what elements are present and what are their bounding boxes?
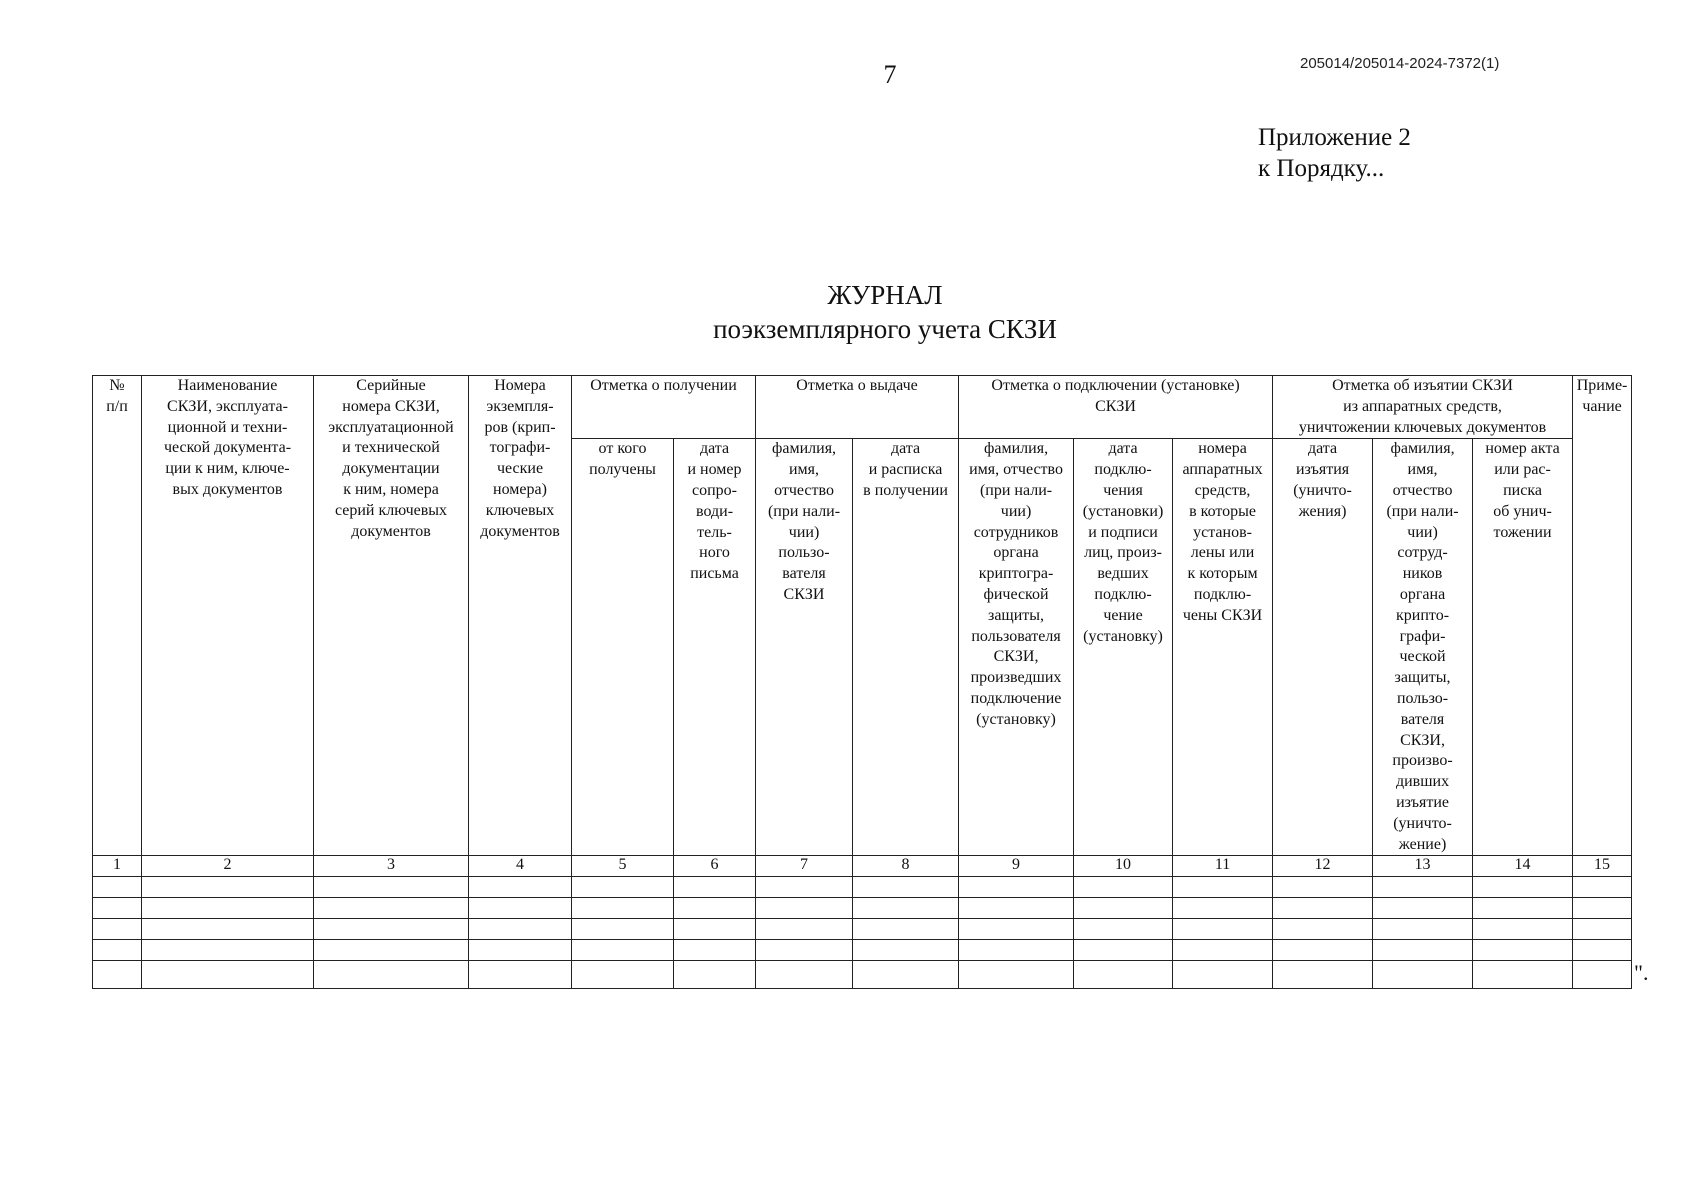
table-cell <box>572 961 674 989</box>
table-cell <box>1573 877 1632 898</box>
table-cell <box>1373 877 1473 898</box>
header-withdrawer-name: фамилия, имя, отчество (при нали- чии) сотруд- ников органа крипто- графи- ческой защиты, пользо- вателя СКЗИ, произво- дивших изъятие (уничто- жение) <box>1373 439 1473 856</box>
table-cell <box>1473 877 1573 898</box>
header-group-receipt: Отметка о получении <box>572 376 756 439</box>
header-installer-name: фамилия, имя, отчество (при нали- чии) сотрудников органа криптогра- фической защиты, пользователя СКЗИ, произведших подключение (установку) <box>959 439 1074 856</box>
header-group-connection: Отметка о подключении (установке) СКЗИ <box>959 376 1273 439</box>
column-number: 8 <box>853 856 959 877</box>
table-cell <box>572 898 674 919</box>
table-cell <box>572 940 674 961</box>
table-cell <box>1573 940 1632 961</box>
table-cell <box>853 919 959 940</box>
table-cell <box>572 919 674 940</box>
table-cell <box>93 919 142 940</box>
table-cell <box>674 961 756 989</box>
column-number: 5 <box>572 856 674 877</box>
header-installation-date: дата подклю- чения (установки) и подписи лиц, произ- ведших подклю- чение (установку) <box>1074 439 1173 856</box>
table-cell <box>1373 961 1473 989</box>
header-hardware-numbers: номера аппаратных средств, в которые установ- лены или к которым подклю- чены СКЗИ <box>1173 439 1273 856</box>
table-cell <box>572 877 674 898</box>
table-cell <box>853 961 959 989</box>
journal-title <box>600 278 1170 346</box>
table-cell <box>314 919 469 940</box>
table-cell <box>1273 898 1373 919</box>
table-cell <box>959 898 1074 919</box>
table-cell <box>469 961 572 989</box>
table-cell <box>674 919 756 940</box>
table-cell <box>756 898 853 919</box>
table-cell <box>853 898 959 919</box>
table-row <box>93 940 1632 961</box>
table-cell <box>756 877 853 898</box>
closing-quote: ". <box>1634 960 1649 985</box>
header-group-issue: Отметка о выдаче <box>756 376 959 439</box>
table-cell <box>1074 919 1173 940</box>
column-number: 1 <box>93 856 142 877</box>
table-cell <box>853 940 959 961</box>
table-header-row-1 <box>93 376 1632 439</box>
page-number: 7 <box>883 60 897 89</box>
table-cell <box>959 940 1074 961</box>
table-cell <box>1373 919 1473 940</box>
table-cell <box>959 919 1074 940</box>
appendix-reference <box>1258 122 1411 184</box>
table-cell <box>1473 919 1573 940</box>
column-number: 11 <box>1173 856 1273 877</box>
table-cell <box>469 877 572 898</box>
header-name: Наименование СКЗИ, эксплуата- ционной и техни- ческой документа- ции к ним, ключе- вых документов <box>142 376 314 856</box>
table-cell <box>959 961 1074 989</box>
table-cell <box>1173 940 1273 961</box>
header-serial-numbers: Серийные номера СКЗИ, эксплуатационной и технической документации к ним, номера серий ключевых документов <box>314 376 469 856</box>
table-cell <box>1373 898 1473 919</box>
table-cell <box>1173 898 1273 919</box>
table-cell <box>1373 940 1473 961</box>
table-cell <box>1473 940 1573 961</box>
table-cell <box>142 877 314 898</box>
column-number: 9 <box>959 856 1074 877</box>
header-issue-date: дата и расписка в получении <box>853 439 959 856</box>
header-user-name: фамилия, имя, отчество (при нали- чии) пользо- вателя СКЗИ <box>756 439 853 856</box>
table-cell <box>1074 898 1173 919</box>
table-cell <box>1173 961 1273 989</box>
column-number: 10 <box>1074 856 1173 877</box>
table-cell <box>1173 919 1273 940</box>
table-cell <box>1074 961 1173 989</box>
table-row <box>93 919 1632 940</box>
header-copy-numbers: Номера экземпля- ров (крип- тографи- ческие номера) ключевых документов <box>469 376 572 856</box>
header-letter-date: дата и номер сопро- води- тель- ного письма <box>674 439 756 856</box>
title-line-1: ЖУРНАЛ <box>827 280 943 310</box>
table-cell <box>1074 940 1173 961</box>
header-withdrawal-date: дата изъятия (уничто- жения) <box>1273 439 1373 856</box>
table-cell <box>1173 877 1273 898</box>
table-cell <box>314 898 469 919</box>
journal-table <box>92 375 1632 989</box>
column-number: 7 <box>756 856 853 877</box>
header-received-from: от кого получены <box>572 439 674 856</box>
column-number: 4 <box>469 856 572 877</box>
column-number: 2 <box>142 856 314 877</box>
table-cell <box>1273 877 1373 898</box>
column-number: 12 <box>1273 856 1373 877</box>
appendix-line-2: к Порядку... <box>1258 155 1385 182</box>
table-cell <box>469 919 572 940</box>
table-cell <box>469 898 572 919</box>
table-row <box>93 877 1632 898</box>
table-cell <box>93 961 142 989</box>
table-cell <box>756 919 853 940</box>
table-cell <box>1473 961 1573 989</box>
table-cell <box>1273 919 1373 940</box>
header-group-withdrawal: Отметка об изъятии СКЗИ из аппаратных средств, уничтожении ключевых документов <box>1273 376 1573 439</box>
table-cell <box>93 877 142 898</box>
table-cell <box>1273 940 1373 961</box>
table-row <box>93 961 1632 989</box>
appendix-line-1: Приложение 2 <box>1258 124 1411 151</box>
table-cell <box>756 940 853 961</box>
column-numbers-row <box>93 856 1632 877</box>
table-cell <box>674 898 756 919</box>
header-number: № п/п <box>93 376 142 856</box>
table-cell <box>142 898 314 919</box>
table-cell <box>142 961 314 989</box>
table-cell <box>853 877 959 898</box>
table-cell <box>314 940 469 961</box>
document-id: 205014/205014-2024-7372(1) <box>1300 55 1500 72</box>
table-cell <box>469 940 572 961</box>
title-line-2: поэкземплярного учета СКЗИ <box>713 314 1057 344</box>
table-cell <box>756 961 853 989</box>
table-cell <box>93 898 142 919</box>
table-cell <box>142 940 314 961</box>
column-number: 15 <box>1573 856 1632 877</box>
table-cell <box>1273 961 1373 989</box>
table-cell <box>314 877 469 898</box>
table-cell <box>674 940 756 961</box>
header-note: Приме- чание <box>1573 376 1632 856</box>
table-cell <box>1074 877 1173 898</box>
column-number: 3 <box>314 856 469 877</box>
column-number: 13 <box>1373 856 1473 877</box>
table-cell <box>959 877 1074 898</box>
table-cell <box>1473 898 1573 919</box>
table-cell <box>314 961 469 989</box>
column-number: 6 <box>674 856 756 877</box>
table-row <box>93 898 1632 919</box>
header-act-number: номер акта или рас- писка об унич- тожении <box>1473 439 1573 856</box>
table-cell <box>1573 919 1632 940</box>
table-cell <box>1573 961 1632 989</box>
table-cell <box>93 940 142 961</box>
table-cell <box>674 877 756 898</box>
table-cell <box>1573 898 1632 919</box>
table-cell <box>142 919 314 940</box>
column-number: 14 <box>1473 856 1573 877</box>
